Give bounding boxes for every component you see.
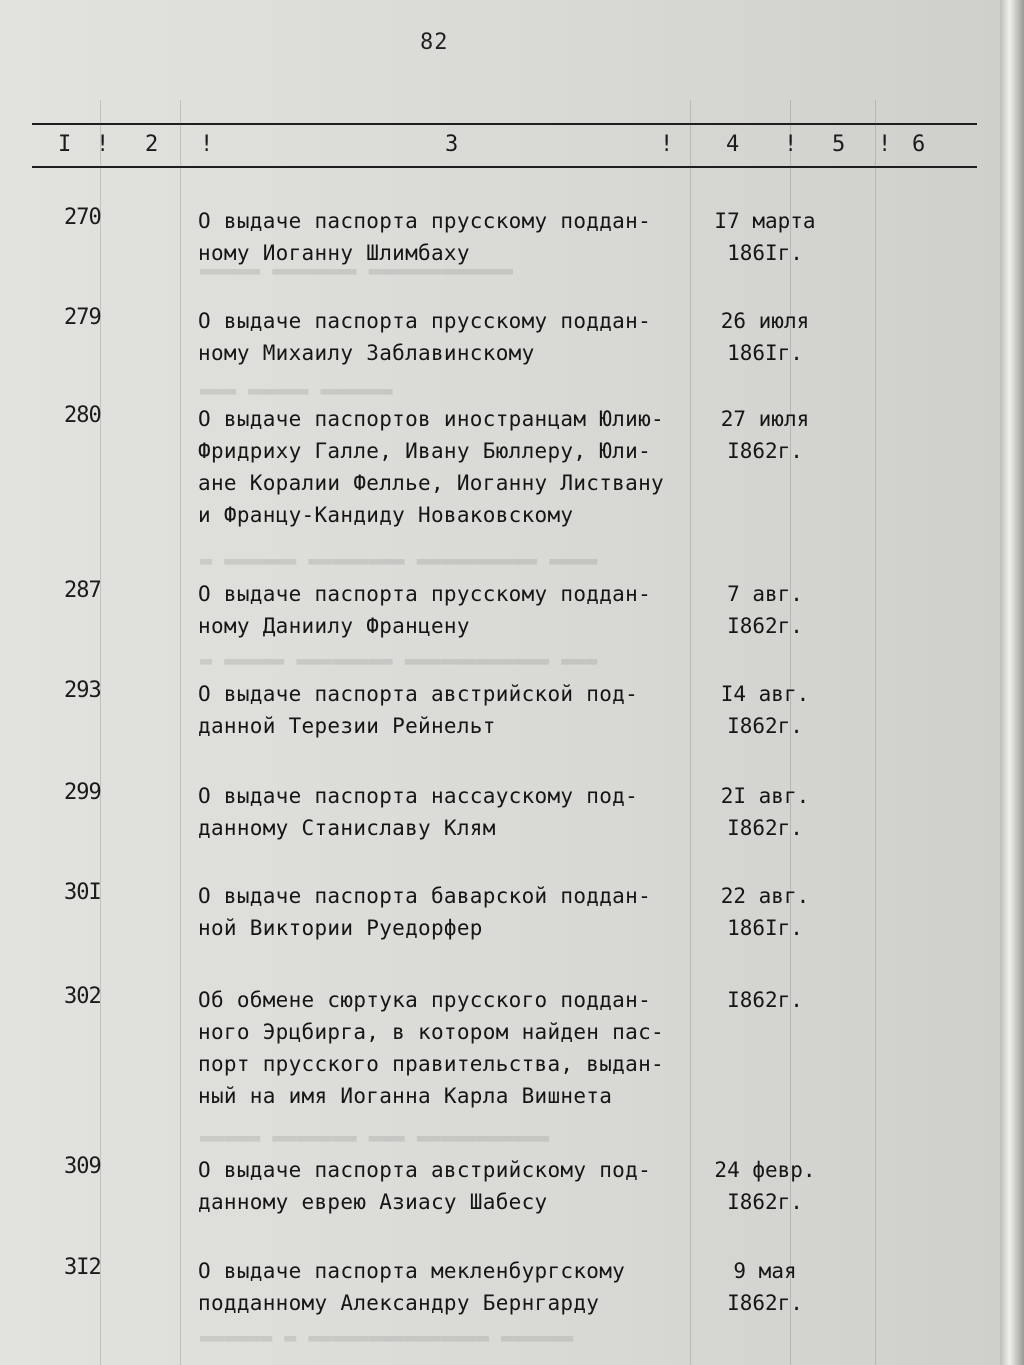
entry-date: 27 июля I862г. (720, 407, 810, 463)
entry-title: О выдаче паспорта австрийской под- данной Терезии Рейнельт (198, 682, 639, 738)
entry-number: 302 (64, 984, 101, 1009)
entry-title: О выдаче паспорта нассаускому под- данному Станиславу Клям (198, 784, 639, 840)
page-edge (1000, 0, 1024, 1365)
column-separator: ! (784, 132, 798, 157)
header-bottom-rule (32, 166, 977, 168)
entry-title: О выдаче паспорта баварской поддан- ной Виктории Руедорфер (198, 884, 652, 940)
entry-number: 299 (64, 780, 101, 805)
column-header-4: 4 (726, 132, 740, 157)
entry-title: О выдаче паспорта прусскому поддан- ному Михаилу Заблавинскому (198, 309, 652, 365)
entry-number: 293 (64, 678, 101, 703)
entry-title: О выдаче паспорта прусскому поддан- ному Даниилу Францену (198, 582, 652, 638)
entry-number: 279 (64, 305, 101, 330)
entry-date: I7 марта 186Iг. (714, 209, 816, 265)
entry-title: О выдаче паспорта прусскому поддан- ному Иоганну Шлимбаху (198, 209, 652, 265)
header-top-rule (32, 123, 977, 125)
column-header-1: I (58, 132, 72, 157)
entry-date: I862г. (727, 988, 803, 1012)
entry-title: О выдаче паспорта австрийскому под- данному еврею Азиасу Шабесу (198, 1158, 652, 1214)
entry-number: 3I2 (64, 1255, 101, 1280)
column-separator: ! (878, 132, 892, 157)
entry-date: 24 февр. I862г. (714, 1158, 816, 1214)
column-separator: ! (200, 132, 214, 157)
column-divider (875, 100, 876, 1365)
entry-number: 280 (64, 403, 101, 428)
column-separator: ! (96, 132, 110, 157)
entry-number: 309 (64, 1154, 101, 1179)
entry-date: 9 мая I862г. (727, 1259, 803, 1315)
entry-title: Об обмене сюртука прусского поддан- ного Эрцбирга, в котором найден пас- порт прусского правительства, выдан- ный на имя Иоганна Карла Вишнета (198, 988, 664, 1108)
column-header-3: 3 (445, 132, 459, 157)
entry-date: 2I авг. I862г. (720, 784, 810, 840)
column-separator: ! (660, 132, 674, 157)
document-page: ▬▬▬▬▬ ▬▬▬▬▬▬▬ ▬▬▬▬▬▬▬▬▬▬▬▬ ▬▬▬ ▬▬▬▬▬ ▬▬▬▬▬▬ ▬ ▬▬▬▬▬▬ ▬▬▬▬▬▬▬▬ ▬▬▬▬▬▬▬▬▬▬ ▬▬▬▬ ▬ ▬▬▬▬▬ ▬▬▬▬▬▬▬▬ ▬▬▬▬▬▬▬▬▬▬▬▬ ▬▬▬ ▬▬▬▬▬ ▬▬▬▬▬▬▬ ▬▬▬ ▬▬▬▬▬▬▬▬▬▬▬ ▬▬▬▬▬▬ ▬ ▬▬▬▬▬▬▬▬▬▬▬▬▬▬▬ ▬▬▬▬▬▬ 82 I ! 2 ! 3 ! 4 ! 5 ! 6 270 О выдаче паспорта прусскому поддан- ному Иоганну Шлимбаху I7 марта 186Iг. 279 О выдаче паспорта прусскому поддан- ному Михаилу Заблавинскому 26 июля 186Iг. 280 О выдаче паспортов иностранцам Юлию- Фридриху Галле, Ивану Бюллеру, Юли- ане Коралии Феллье, Иоганну Листвану и Францу-Кандиду Новаковскому 27 июля I862г. 287 О выдаче паспорта прусскому поддан- ному Даниилу Францену 7 авг. I862г. 293 О выдаче паспорта австрийской под- данной Терезии Рейнельт I4 авг. I862г. 299 О выдаче паспорта нассаускому под- данному Станиславу Клям 2I авг. I862г. 30I О выдаче паспорта баварской поддан- ной Виктории Руедорфер 22 авг. 186Iг. 302 Об обмене сюртука прусского поддан- ного Эрцбирга, в котором найден пас- порт прусского правительства, выдан- ный на имя Иоганна Карла Вишнета I862г. 309 О выдаче паспорта австрийскому под- данному еврею Азиасу Шабесу 24 февр. I862г. 3I2 О выдаче паспорта мекленбургскому подданному Александру Бернгарду 9 мая I862г. (0, 0, 1000, 1365)
entry-date: 26 июля 186Iг. (720, 309, 810, 365)
entry-number: 30I (64, 880, 101, 905)
column-divider (180, 100, 181, 1365)
entry-title: О выдаче паспортов иностранцам Юлию- Фридриху Галле, Ивану Бюллеру, Юли- ане Коралии Феллье, Иоганну Листвану и Францу-Кандиду Новаковскому (198, 407, 664, 527)
entry-date: 22 авг. 186Iг. (720, 884, 810, 940)
column-header-2: 2 (145, 132, 159, 157)
entry-date: I4 авг. I862г. (720, 682, 810, 738)
entry-number: 287 (64, 578, 101, 603)
column-header-6: 6 (912, 132, 926, 157)
column-header-5: 5 (832, 132, 846, 157)
entry-title: О выдаче паспорта мекленбургскому подданному Александру Бернгарду (198, 1259, 626, 1315)
entry-date: 7 авг. I862г. (727, 582, 803, 638)
page-number: 82 (420, 30, 449, 55)
entry-number: 270 (64, 205, 101, 230)
